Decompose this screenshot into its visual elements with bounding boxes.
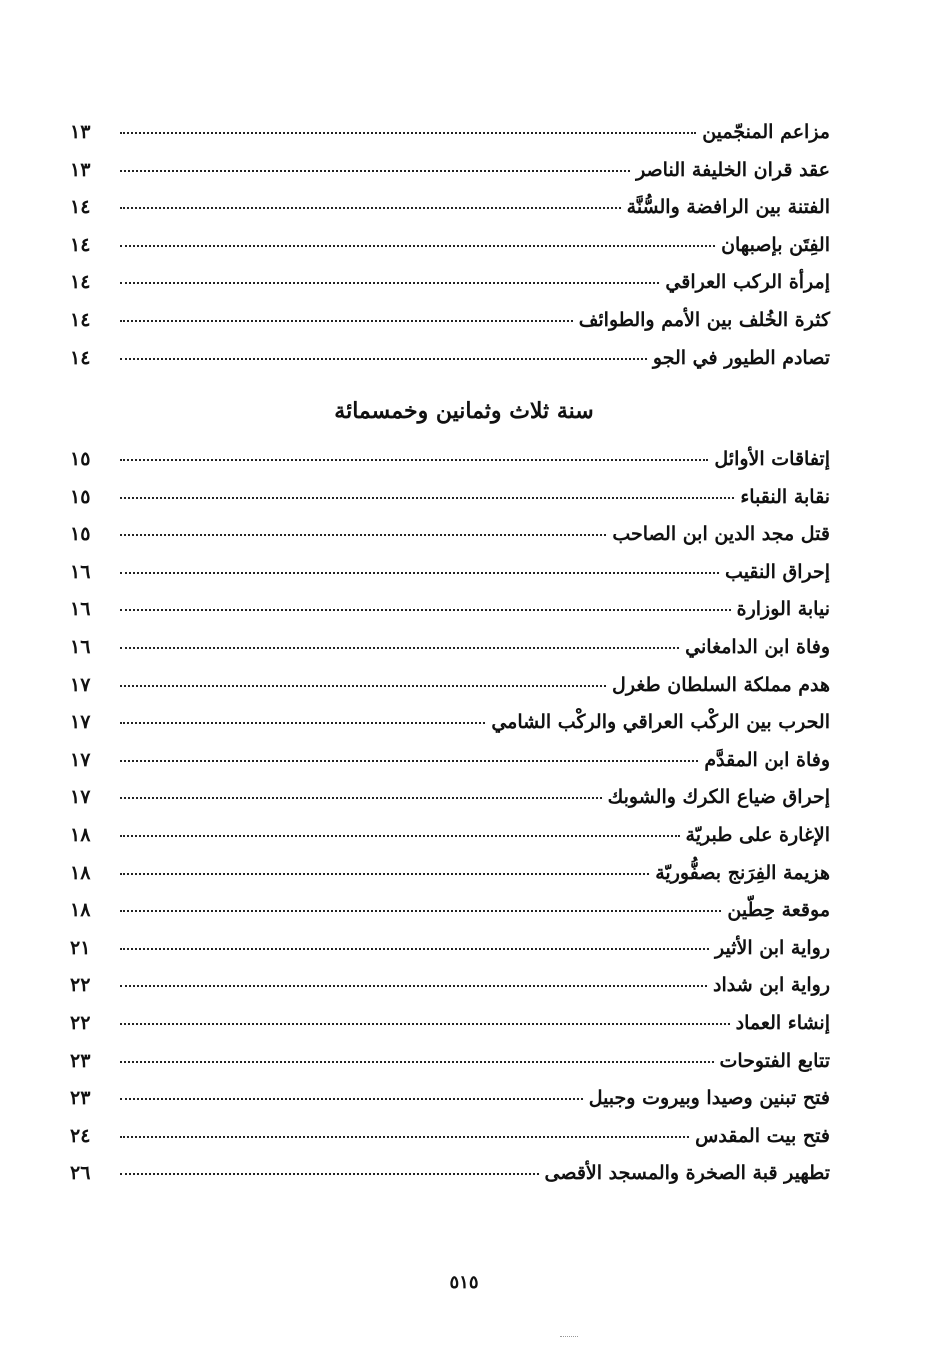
- toc-entry-title: هدم مملكة السلطان طغرل: [612, 673, 830, 696]
- toc-list-section: [70, 441, 830, 1193]
- dot-leader: [120, 206, 621, 209]
- toc-entry: [70, 302, 830, 340]
- toc-entry-title: الفتنة بين الرافضة والسُّنَّة: [626, 196, 830, 219]
- dot-leader: [120, 357, 647, 360]
- toc-entry-title: رواية ابن الأثير: [715, 936, 830, 959]
- toc-entry: [70, 930, 830, 968]
- toc-entry-page: ١٥: [70, 523, 91, 546]
- dot-leader: [120, 533, 606, 536]
- toc-entry: [70, 114, 830, 152]
- dot-leader: [120, 131, 696, 134]
- toc-entry: [70, 441, 830, 479]
- dot-leader: [120, 169, 630, 172]
- toc-entry-title: الإغارة على طبريّة: [685, 823, 830, 846]
- toc-entry-title: الحرب بين الركْب العراقي والركْب الشامي: [491, 711, 830, 734]
- toc-entry: [70, 152, 830, 190]
- toc-entry-page: ١٨: [70, 861, 91, 884]
- toc-entry-title: نيابة الوزارة: [736, 598, 830, 621]
- toc-entry-title: وفاة ابن المقدَّم: [704, 748, 830, 771]
- dot-leader: [120, 496, 734, 499]
- toc-entry-page: ١٤: [70, 346, 91, 369]
- toc-entry-page: ٢٢: [70, 1011, 91, 1034]
- dot-leader: [120, 319, 573, 322]
- toc-entry-page: ١٨: [70, 899, 91, 922]
- toc-entry: [70, 892, 830, 930]
- toc-entry-title: إنشاء العماد: [735, 1011, 830, 1034]
- dot-leader: [120, 646, 679, 649]
- toc-entry: [70, 591, 830, 629]
- dot-leader: [120, 947, 709, 950]
- toc-entry-title: كثرة الخُلف بين الأمم والطوائف: [578, 308, 830, 331]
- dot-leader: [120, 1022, 730, 1025]
- toc-entry-title: فتح بيت المقدس: [695, 1124, 830, 1147]
- page-number: ٥١٥: [449, 1272, 479, 1293]
- dot-leader: [120, 834, 680, 837]
- toc-entry: [70, 855, 830, 893]
- toc-entry: [70, 264, 830, 302]
- toc-entry: [70, 516, 830, 554]
- toc-entry-page: ٢٣: [70, 1087, 91, 1110]
- toc-entry-page: ١٥: [70, 485, 91, 508]
- toc-entry-title: الفِتَن بإصبهان: [721, 233, 830, 256]
- toc-entry-page: ١٤: [70, 271, 91, 294]
- toc-entry-page: ١٤: [70, 196, 91, 219]
- toc-entry: [70, 629, 830, 667]
- toc-entry-title: تصادم الطيور في الجو: [652, 346, 830, 369]
- dot-leader: [120, 909, 721, 912]
- dot-leader: [120, 759, 698, 762]
- toc-entry: [70, 1155, 830, 1193]
- dot-leader: [120, 684, 606, 687]
- toc-entry-page: ١٧: [70, 711, 91, 734]
- dot-leader: [120, 721, 485, 724]
- toc-entry-title: تتابع الفتوحات: [719, 1049, 830, 1072]
- toc-entry: [70, 227, 830, 265]
- toc-entry-title: إتفاقات الأوائل: [714, 448, 830, 470]
- toc-entry-page: ١٦: [70, 560, 91, 583]
- toc-entry-page: ١٧: [70, 673, 91, 696]
- dot-leader: [120, 1135, 689, 1138]
- dot-leader: [120, 244, 715, 247]
- toc-entry-title: هزيمة الفِرَنج بصفُّوريّة: [655, 861, 830, 884]
- toc-entry-page: ٢٢: [70, 974, 91, 997]
- toc-entry: [70, 189, 830, 227]
- toc-entry: [70, 1080, 830, 1118]
- toc-entry-title: قتل مجد الدين ابن الصاحب: [612, 523, 830, 546]
- dot-leader: [120, 281, 659, 284]
- toc-entry-title: إمرأة الركب العراقي: [665, 271, 830, 294]
- toc-entry-page: ١٧: [70, 786, 91, 809]
- toc-list-top: [70, 114, 830, 377]
- toc-entry-page: ٢٤: [70, 1124, 91, 1147]
- toc-entry-title: عقد قران الخليفة الناصر: [636, 158, 830, 181]
- toc-entry: [70, 817, 830, 855]
- toc-entry-page: ١٤: [70, 308, 91, 331]
- toc-entry-title: تطهير قبة الصخرة والمسجد الأقصى: [544, 1162, 830, 1185]
- dot-leader: [120, 872, 649, 875]
- toc-entry-page: ١٣: [70, 158, 91, 181]
- toc-entry: [70, 742, 830, 780]
- toc-entry-page: ٢٣: [70, 1049, 91, 1072]
- toc-entry-title: مزاعم المنجّمين: [702, 121, 830, 143]
- dot-leader: [120, 571, 719, 574]
- toc-entry-page: ١٧: [70, 748, 91, 771]
- toc-entry: [70, 554, 830, 592]
- dot-leader: [120, 1172, 539, 1175]
- toc-entry: [70, 479, 830, 517]
- toc-entry: [70, 340, 830, 378]
- toc-entry-page: ١٥: [70, 448, 91, 470]
- toc-entry-title: إحراق ضياع الكرك والشوبك: [607, 786, 830, 809]
- dot-leader: [120, 1097, 583, 1100]
- toc-entry-page: ١٦: [70, 598, 91, 621]
- toc-entry: [70, 779, 830, 817]
- toc-entry-page: ١٨: [70, 823, 91, 846]
- toc-entry: [70, 967, 830, 1005]
- dot-leader: [120, 608, 731, 611]
- toc-entry-page: ١٦: [70, 635, 91, 658]
- toc-entry-page: ١٣: [70, 121, 91, 143]
- toc-entry-page: ٢٦: [70, 1162, 91, 1185]
- toc-entry-page: ٢١: [70, 936, 91, 959]
- toc-entry: [70, 1005, 830, 1043]
- toc-entry: [70, 1043, 830, 1081]
- toc-entry: [70, 1118, 830, 1156]
- toc-entry-title: نقابة النقباء: [740, 485, 830, 508]
- scan-speck: [560, 1334, 578, 1337]
- toc-entry-title: إحراق النقيب: [725, 560, 830, 583]
- toc-entry-page: ١٤: [70, 233, 91, 256]
- toc-entry-title: فتح تبنين وصيدا وبيروت وجبيل: [588, 1087, 830, 1110]
- toc-entry-title: رواية ابن شداد: [713, 974, 830, 997]
- dot-leader: [120, 796, 602, 799]
- dot-leader: [120, 1060, 714, 1063]
- toc-entry: [70, 667, 830, 705]
- toc-entry-title: موقعة حِطّين: [727, 899, 830, 922]
- dot-leader: [120, 984, 707, 987]
- toc-entry-title: وفاة ابن الدامغاني: [685, 635, 830, 658]
- section-heading: سنة ثلاث وثمانين وخمسمائة: [334, 398, 594, 424]
- toc-entry: [70, 704, 830, 742]
- dot-leader: [120, 458, 708, 461]
